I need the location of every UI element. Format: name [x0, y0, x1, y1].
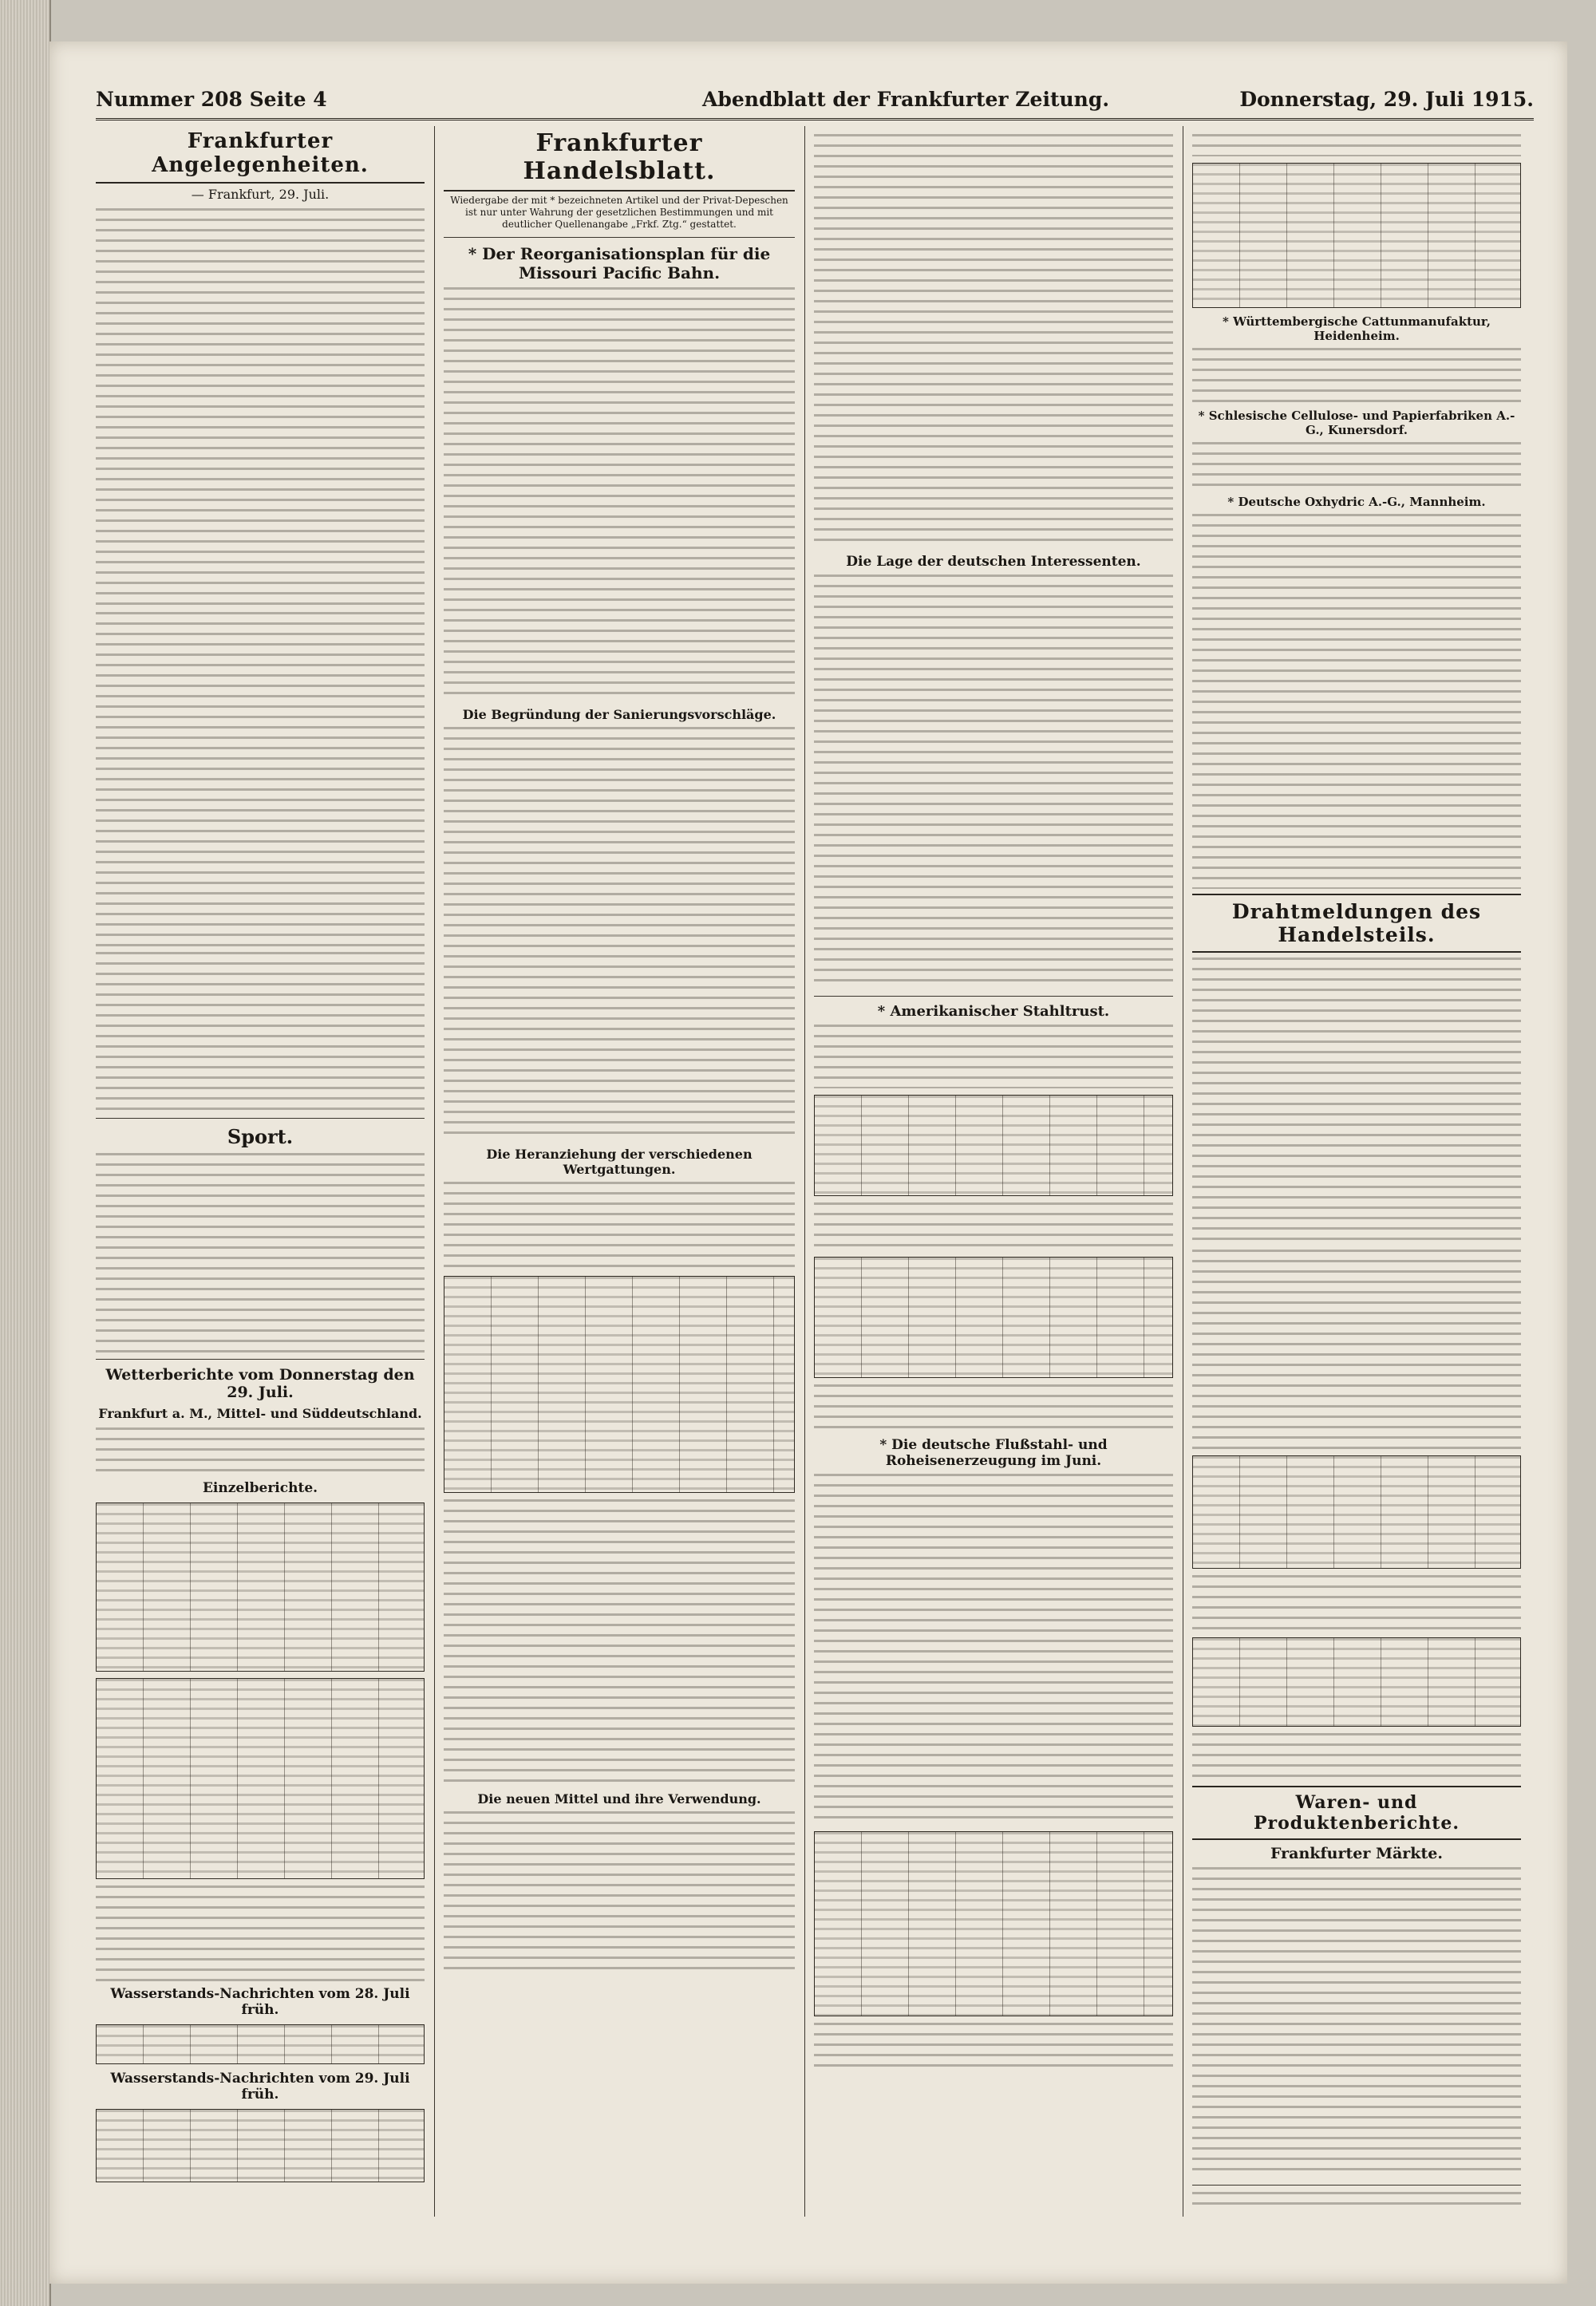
masthead	[96, 83, 1534, 120]
column-wire-reports	[1192, 129, 1521, 2212]
water-level-heading: Wasserstands-Nachrichten vom 29. Juli früh.	[110, 2071, 410, 2103]
article-text	[96, 208, 425, 607]
article-headline: * Die deutsche Flußstahl- und Roheisenerzeugung im Juni.	[879, 1437, 1108, 1469]
article-text	[814, 134, 1173, 549]
article-text	[96, 952, 425, 1112]
imprint-text	[1192, 2192, 1521, 2212]
column-business-news	[444, 129, 795, 2212]
reprint-notice: Wiedergabe der mit * bezeichneten Artikel und der Privat-Depeschen ist nur unter Wahrung der gesetzlichen Bestimmungen und mit deutlicher Quellenangabe „Frkf. Ztg.“ gestattet.	[450, 195, 788, 230]
section-title: Frankfurter Angelegenheiten.	[96, 129, 425, 184]
article-text	[1192, 1867, 1521, 2178]
column-local-news	[96, 129, 425, 2212]
amsterdam-table	[1192, 1637, 1521, 1727]
book-spine-edge	[0, 0, 51, 2306]
exchange-rates-table	[1192, 1455, 1521, 1569]
article-subheading: Die neuen Mittel und ihre Verwendung.	[477, 1791, 761, 1806]
column-business-news-cont	[814, 129, 1173, 2212]
monthly-surplus-table	[814, 1257, 1173, 1378]
divider	[1192, 2185, 1521, 2186]
article-text	[1192, 442, 1521, 490]
commodity-reports-title: Waren- und Produktenberichte.	[1192, 1786, 1521, 1840]
wire-reports-title: Drahtmeldungen des Handelsteils.	[1192, 894, 1521, 953]
column-rule	[434, 126, 435, 2217]
article-text	[814, 2023, 1173, 2071]
article-text	[814, 1474, 1173, 1825]
issue-date: Donnerstag, 29. Juli 1915.	[1239, 88, 1534, 111]
commodity-reports-subtitle: Frankfurter Märkte.	[1270, 1845, 1443, 1862]
article-text	[444, 1811, 795, 1971]
business-section-title: Frankfurter Handelsblatt.	[444, 129, 795, 192]
article-text	[814, 1202, 1173, 1250]
article-subheading: Die Lage der deutschen Interessenten.	[846, 554, 1141, 570]
article-text	[1192, 1733, 1521, 1781]
article-text	[444, 1182, 795, 1269]
article-text	[96, 1427, 425, 1475]
article-text	[1192, 958, 1521, 1245]
article-headline: * Der Reorganisationsplan für die Missouri Pacific Bahn.	[468, 244, 771, 282]
newspaper-page	[49, 41, 1567, 2284]
divider	[444, 237, 795, 238]
sport-heading: Sport.	[227, 1125, 294, 1148]
water-level-heading: Wasserstands-Nachrichten vom 28. Juli früh.	[110, 1986, 410, 2018]
article-text	[96, 612, 425, 947]
paper-title: Abendblatt der Frankfurter Zeitung.	[702, 88, 1110, 111]
divider	[814, 996, 1173, 997]
article-text	[444, 1499, 795, 1787]
article-subheading: Die Heranziehung der verschiedenen Wertgattungen.	[486, 1147, 753, 1177]
weather-subheading: Frankfurt a. M., Mittel- und Süddeutschland.	[98, 1406, 422, 1421]
article-text	[1192, 514, 1521, 889]
article-headline: * Schlesische Cellulose- und Papierfabriken A.-G., Kunersdorf.	[1198, 409, 1515, 437]
article-headline: * Amerikanischer Stahltrust.	[877, 1003, 1110, 1020]
weather-table	[96, 1502, 425, 1672]
article-text	[1192, 348, 1521, 404]
article-text	[1192, 1250, 1521, 1449]
article-text	[444, 727, 795, 1142]
water-level-table	[96, 2024, 425, 2064]
weather-heading: Wetterberichte vom Donnerstag den 29. Juli.	[105, 1366, 415, 1401]
steel-trust-table	[814, 1095, 1173, 1196]
column-rule	[804, 126, 805, 2217]
article-text	[444, 287, 795, 702]
monthly-table	[1192, 163, 1521, 308]
article-text	[1192, 1575, 1521, 1631]
article-text	[814, 1384, 1173, 1432]
article-text	[96, 1885, 425, 1981]
water-level-table	[96, 2109, 425, 2182]
article-text	[814, 1025, 1173, 1088]
steel-production-table	[814, 1831, 1173, 2016]
dateline: — Frankfurt, 29. Juli.	[191, 187, 330, 202]
article-text	[814, 575, 1173, 989]
article-subheading: Die Begründung der Sanierungsvorschläge.	[462, 707, 776, 722]
article-headline: * Württembergische Cattunmanufaktur, Heidenheim.	[1223, 314, 1491, 343]
weather-station-table	[96, 1678, 425, 1879]
divider	[96, 1359, 425, 1360]
article-text	[1192, 134, 1521, 156]
issue-number: Nummer 208 Seite 4	[96, 88, 327, 111]
article-text	[96, 1153, 425, 1352]
divider	[96, 1118, 425, 1119]
bond-table	[444, 1276, 795, 1493]
article-headline: * Deutsche Oxhydric A.-G., Mannheim.	[1227, 495, 1486, 509]
einzelberichte-heading: Einzelberichte.	[202, 1480, 318, 1496]
